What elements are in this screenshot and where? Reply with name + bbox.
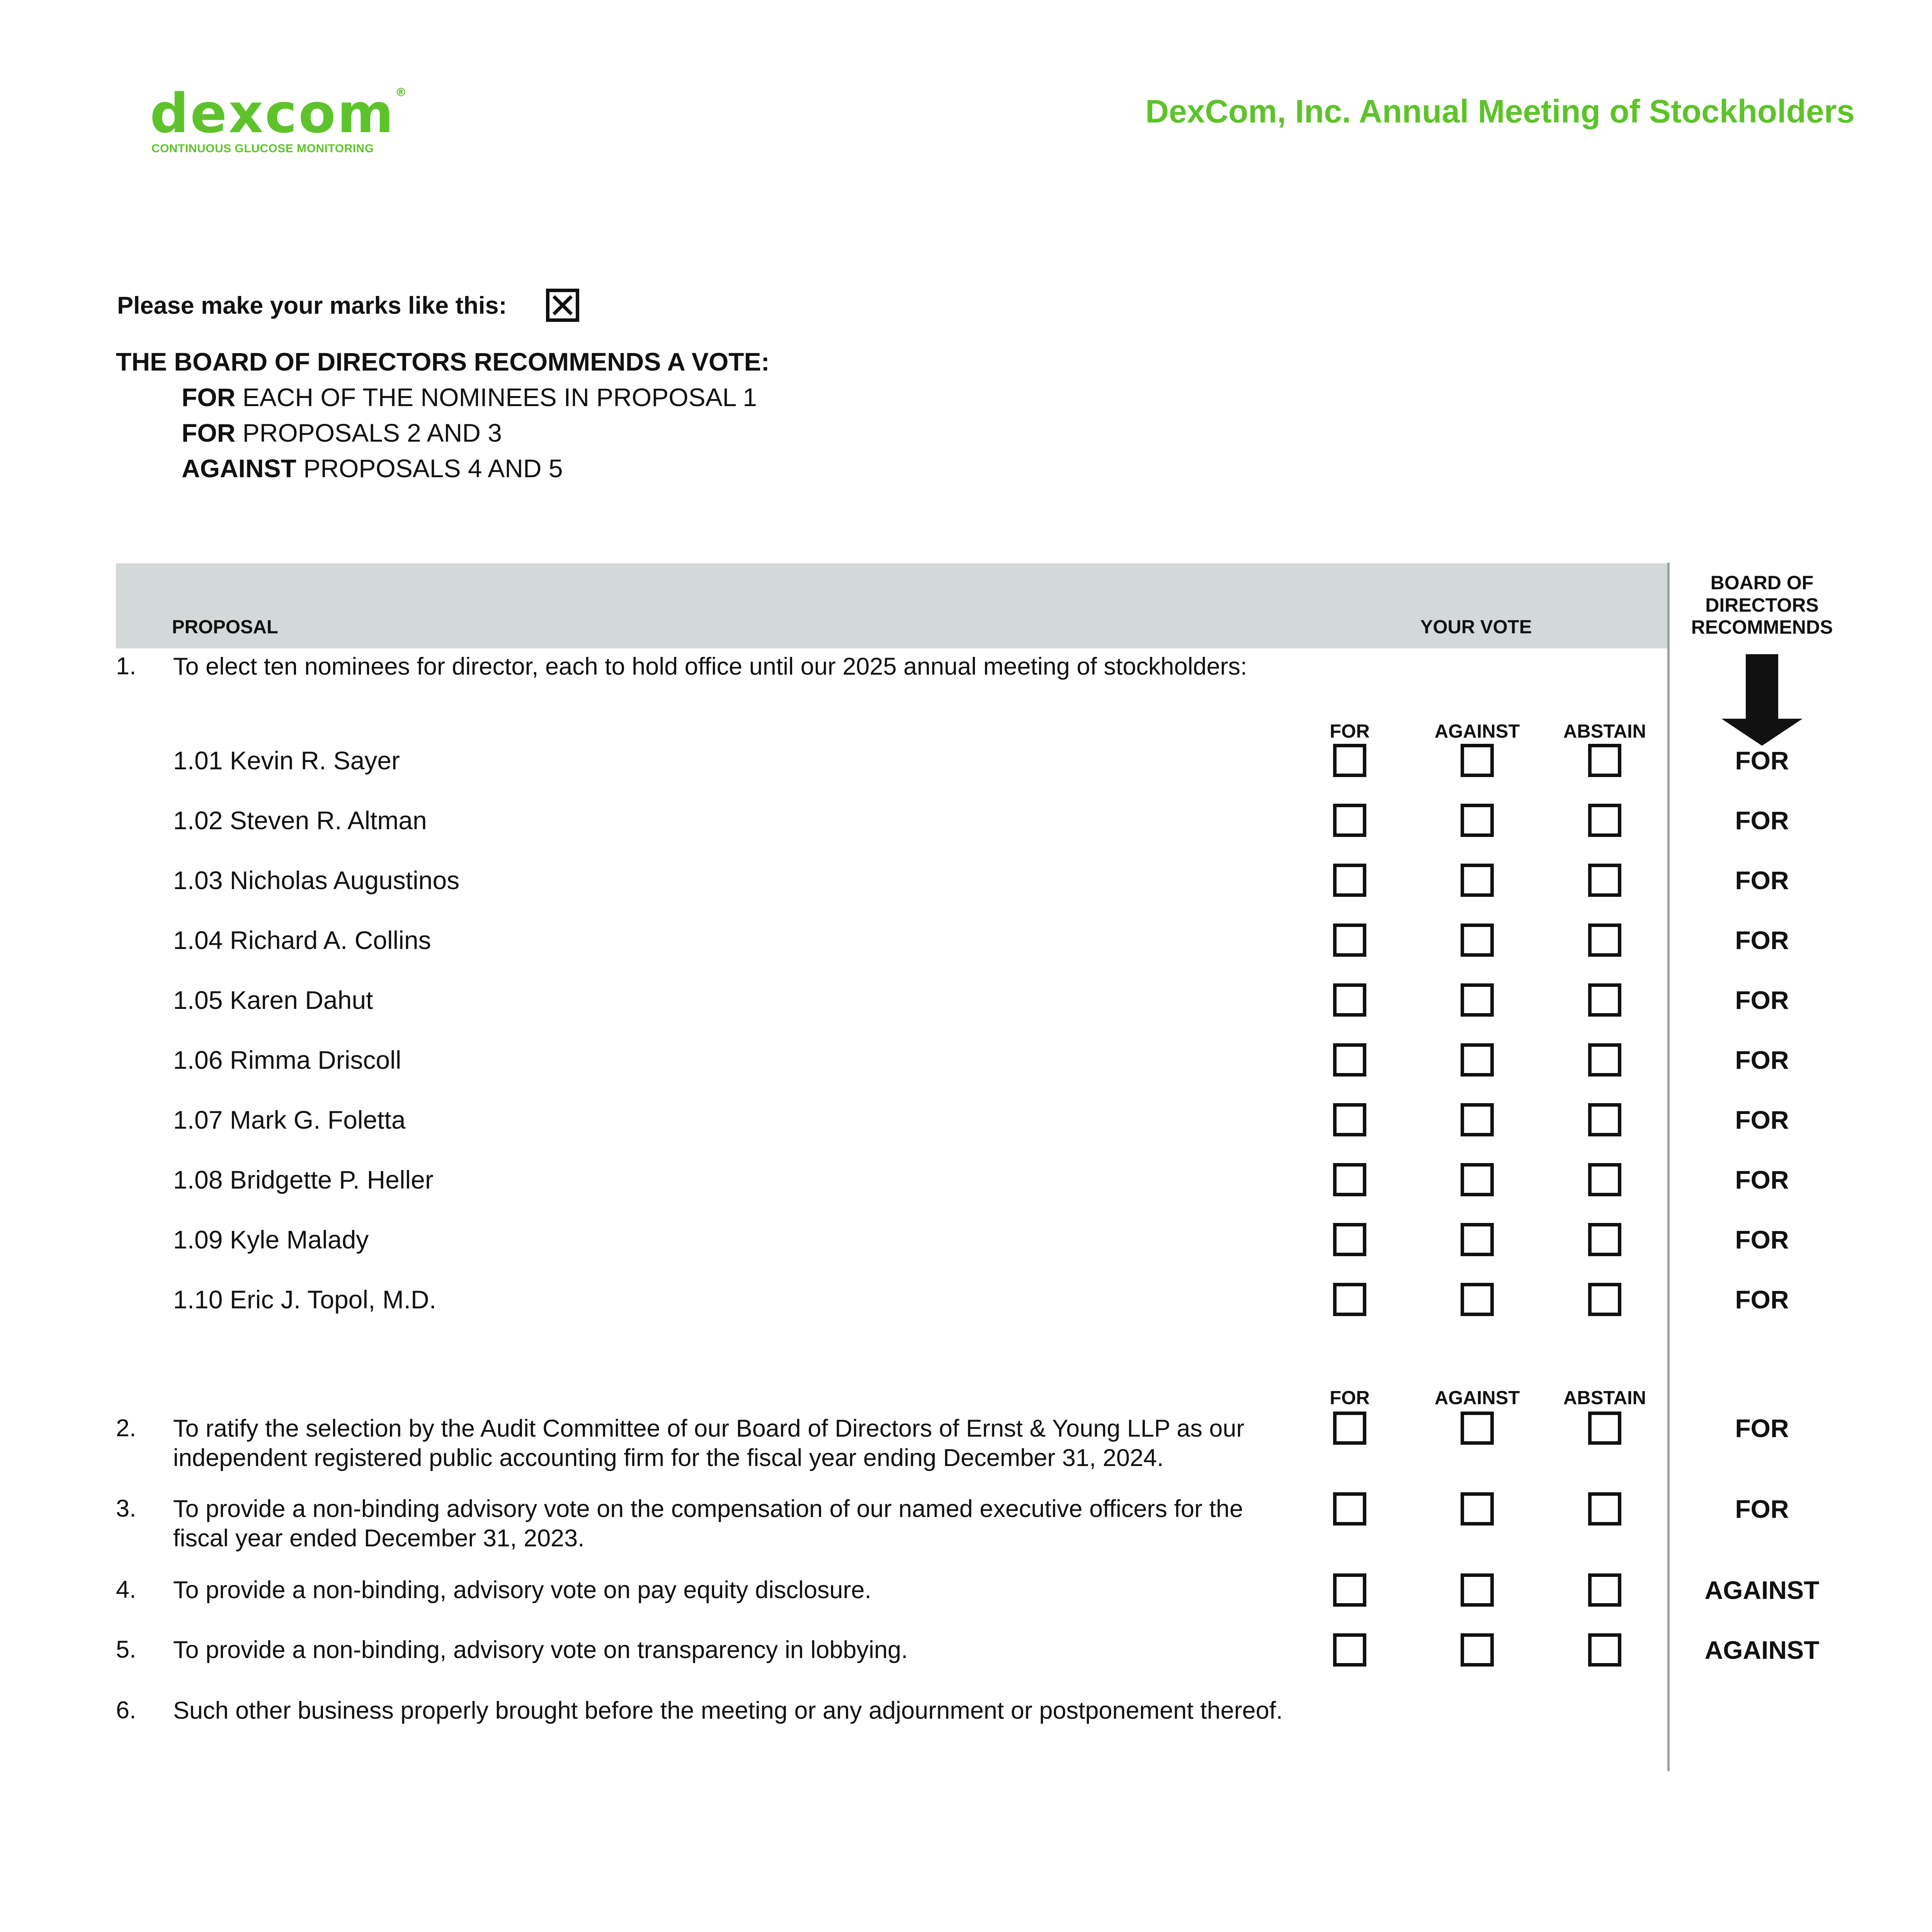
vote-against-checkbox[interactable] — [1461, 1412, 1494, 1445]
vote-for-checkbox[interactable] — [1333, 1043, 1366, 1077]
vote-for-checkbox[interactable] — [1333, 923, 1366, 957]
vote-abstain-checkbox[interactable] — [1588, 1223, 1621, 1256]
logo-registered-mark: ® — [395, 86, 408, 99]
nominee-name: 1.08 Bridgette P. Heller — [173, 1165, 434, 1194]
nominee-name: 1.05 Karen Dahut — [173, 986, 373, 1014]
nominee-name: 1.03 Nicholas Augustinos — [173, 866, 460, 895]
proposal-number: 2. — [116, 1415, 136, 1442]
vote-abstain-checkbox[interactable] — [1588, 1163, 1621, 1196]
vote-against-checkbox[interactable] — [1461, 983, 1494, 1017]
logo-tagline: CONTINUOUS GLUCOSE MONITORING — [151, 142, 374, 155]
board-recommendation: FOR — [1735, 1105, 1789, 1134]
example-mark-icon — [546, 289, 579, 322]
vote-abstain-checkbox[interactable] — [1588, 1492, 1621, 1526]
board-recommendation: AGAINST — [1704, 1636, 1820, 1664]
vote-abstain-checkbox[interactable] — [1588, 1043, 1621, 1077]
vote-abstain-checkbox[interactable] — [1588, 1412, 1621, 1445]
vote-for-checkbox[interactable] — [1333, 1573, 1366, 1607]
proposal-number: 6. — [116, 1697, 136, 1724]
vote-against-checkbox[interactable] — [1461, 1633, 1494, 1667]
nominee-name: 1.09 Kyle Malady — [173, 1225, 369, 1254]
vote-for-checkbox[interactable] — [1333, 744, 1366, 777]
nominee-name: 1.02 Steven R. Altman — [173, 806, 427, 835]
marks-instruction: Please make your marks like this: — [117, 292, 507, 319]
vote-against-checkbox[interactable] — [1461, 923, 1494, 957]
vote-against-checkbox[interactable] — [1461, 1043, 1494, 1077]
board-recommendation: FOR — [1735, 1046, 1789, 1074]
arrow-down-icon — [1718, 651, 1806, 750]
board-recommendation: FOR — [1735, 1285, 1789, 1314]
vote-label-abstain: ABSTAIN — [1563, 1388, 1646, 1408]
proposal-text: To provide a non-binding, advisory vote on transparency in lobbying. — [173, 1636, 908, 1663]
vote-for-checkbox[interactable] — [1333, 804, 1366, 837]
vote-abstain-checkbox[interactable] — [1588, 1283, 1621, 1316]
board-recommendation: FOR — [1735, 1225, 1789, 1254]
vote-label-against: AGAINST — [1434, 1388, 1520, 1408]
board-recommendation: FOR — [1735, 1495, 1789, 1523]
vote-against-checkbox[interactable] — [1461, 864, 1494, 897]
vote-against-checkbox[interactable] — [1461, 1103, 1494, 1136]
vote-abstain-checkbox[interactable] — [1588, 1103, 1621, 1136]
dexcom-logo — [150, 82, 408, 145]
recommendation-line: AGAINST PROPOSALS 4 AND 5 — [182, 454, 563, 483]
vote-label-for: FOR — [1330, 1388, 1370, 1408]
column-divider — [1667, 563, 1670, 1771]
vote-against-checkbox[interactable] — [1461, 1492, 1494, 1526]
vote-abstain-checkbox[interactable] — [1588, 983, 1621, 1017]
vote-abstain-checkbox[interactable] — [1588, 864, 1621, 897]
vote-against-checkbox[interactable] — [1461, 1283, 1494, 1316]
column-header-your-vote: YOUR VOTE — [1420, 617, 1532, 638]
vote-against-checkbox[interactable] — [1461, 744, 1494, 777]
board-recommendation: FOR — [1735, 806, 1789, 835]
vote-for-checkbox[interactable] — [1333, 1412, 1366, 1445]
board-recommendation: FOR — [1735, 1165, 1789, 1194]
proposal-text: To provide a non-binding, advisory vote on pay equity disclosure. — [173, 1577, 872, 1604]
recommendation-line: FOR EACH OF THE NOMINEES IN PROPOSAL 1 — [182, 383, 757, 412]
board-recommendation: AGAINST — [1704, 1576, 1820, 1604]
vote-against-checkbox[interactable] — [1461, 1573, 1494, 1607]
vote-abstain-checkbox[interactable] — [1588, 744, 1621, 777]
board-recommends-heading: THE BOARD OF DIRECTORS RECOMMENDS A VOTE: — [116, 347, 770, 376]
vote-label-against: AGAINST — [1434, 721, 1520, 742]
proposal-text: To provide a non-binding advisory vote on the compensation of our named executive officers for the fiscal year ended December 31, 2023. — [173, 1495, 1243, 1552]
vote-for-checkbox[interactable] — [1333, 1492, 1366, 1526]
proposal-text: To ratify the selection by the Audit Committee of our Board of Directors of Ernst & Young LLP as our independent registered public accounting firm for the fiscal year ending December 31, 2024. — [173, 1415, 1245, 1471]
board-recommendation: FOR — [1735, 926, 1789, 954]
vote-label-abstain: ABSTAIN — [1563, 721, 1646, 742]
board-recommendation: FOR — [1735, 1414, 1789, 1442]
vote-abstain-checkbox[interactable] — [1588, 1573, 1621, 1607]
vote-label-for: FOR — [1330, 721, 1370, 742]
proposal-text: Such other business properly brought before the meeting or any adjournment or postponement thereof. — [173, 1697, 1283, 1724]
vote-for-checkbox[interactable] — [1333, 1283, 1366, 1316]
nominee-name: 1.06 Rimma Driscoll — [173, 1046, 401, 1074]
vote-for-checkbox[interactable] — [1333, 864, 1366, 897]
board-recommendation: FOR — [1735, 866, 1789, 895]
vote-for-checkbox[interactable] — [1333, 1223, 1366, 1256]
vote-abstain-checkbox[interactable] — [1588, 804, 1621, 837]
nominee-name: 1.01 Kevin R. Sayer — [173, 746, 400, 775]
proposal-number: 1. — [116, 653, 136, 680]
board-recommendation: FOR — [1735, 986, 1789, 1014]
vote-for-checkbox[interactable] — [1333, 1633, 1366, 1667]
proposal-text: To elect ten nominees for director, each to hold office until our 2025 annual meeting of stockholders: — [173, 653, 1247, 680]
nominee-name: 1.07 Mark G. Foletta — [173, 1105, 406, 1134]
logo-wordmark: dexcom — [150, 82, 395, 145]
page-title: DexCom, Inc. Annual Meeting of Stockholders — [1145, 93, 1855, 129]
vote-abstain-checkbox[interactable] — [1588, 923, 1621, 957]
vote-against-checkbox[interactable] — [1461, 804, 1494, 837]
nominee-name: 1.10 Eric J. Topol, M.D. — [173, 1285, 437, 1314]
nominee-name: 1.04 Richard A. Collins — [173, 926, 431, 954]
vote-against-checkbox[interactable] — [1461, 1223, 1494, 1256]
proposal-number: 4. — [116, 1576, 136, 1603]
vote-for-checkbox[interactable] — [1333, 1103, 1366, 1136]
board-recommendation: FOR — [1735, 746, 1789, 775]
proposal-number: 5. — [116, 1636, 136, 1663]
vote-for-checkbox[interactable] — [1333, 983, 1366, 1017]
vote-abstain-checkbox[interactable] — [1588, 1633, 1621, 1667]
vote-for-checkbox[interactable] — [1333, 1163, 1366, 1196]
proposal-number: 3. — [116, 1495, 136, 1522]
vote-against-checkbox[interactable] — [1461, 1163, 1494, 1196]
column-header-proposal: PROPOSAL — [172, 617, 278, 638]
recommendation-line: FOR PROPOSALS 2 AND 3 — [182, 418, 502, 447]
column-header-board-recommends: BOARD OF DIRECTORS RECOMMENDS — [1691, 572, 1833, 638]
